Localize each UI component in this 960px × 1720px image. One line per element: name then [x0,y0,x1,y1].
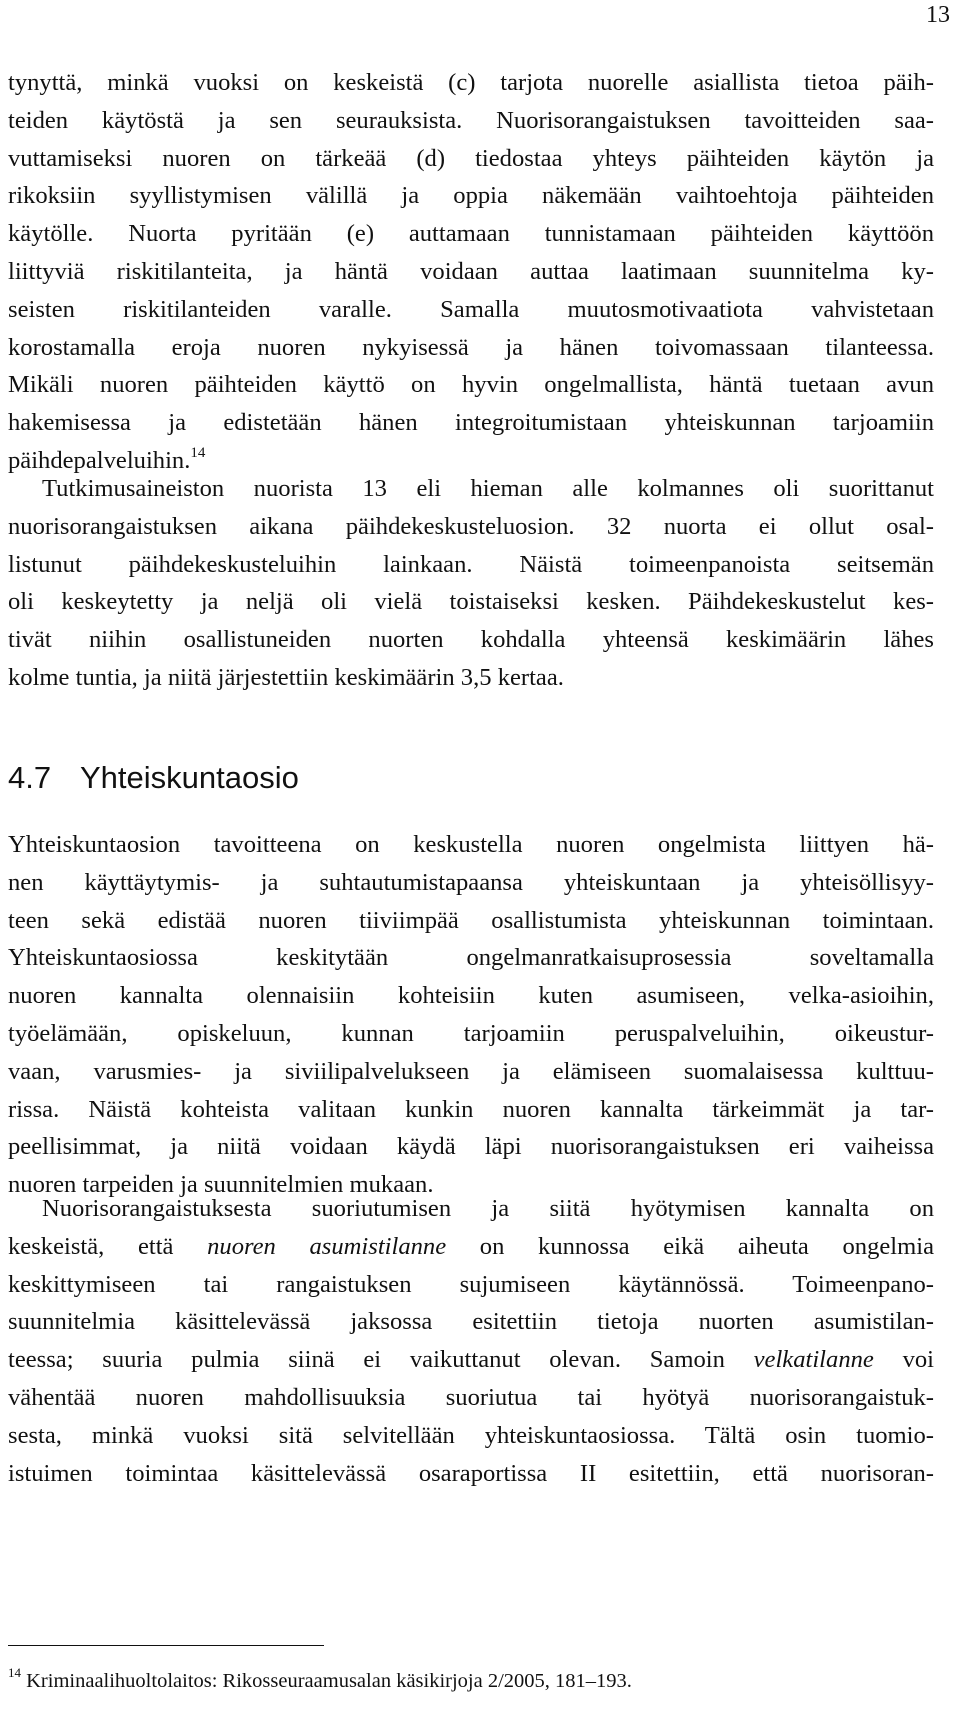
text-line: tivät niihin osallistuneiden nuorten kohdalla yhteensä keskimäärin lähes [8,626,934,654]
section-title: Yhteiskuntaosio [80,760,299,795]
text-line: seisten riskitilanteiden varalle. Samalla muutosmotivaatiota vahvistetaan [8,295,934,323]
text-line: Yhteiskuntaosiossa keskitytään ongelmanratkaisuprosessia soveltamalla [8,944,934,972]
emphasis-text: nuoren asumistilanne [207,1232,447,1260]
text-line: listunut päihdekeskusteluihin lainkaan. Näistä toimeenpanoista seitsemän [8,550,934,578]
text-line: tynyttä, minkä vuoksi on keskeistä (c) tarjota nuorelle asiallista tietoa päih- [8,69,934,96]
text-line: suunnitelmia käsittelevässä jaksossa esitettiin tietoja nuorten asumistilan- [8,1308,934,1336]
paragraph-substance-info [8,64,934,480]
text-line: vuttamiseksi nuoren on tärkeää (d) tiedostaa yhteys päihteiden käytön ja [8,144,934,172]
text-line: käytölle. Nuorta pyritään (e) auttamaan tunnistamaan päihteiden käyttöön [8,220,934,248]
text-line: kolme tuntia, ja niitä järjestettiin keskimäärin 3,5 kertaa. [8,663,564,691]
text-line: hakemisessa ja edistetään hänen integroitumistaan yhteiskunnan tarjoamiin [8,409,934,437]
emphasis-text: velkatilanne [753,1346,874,1374]
section-number: 4.7 [8,760,52,795]
footnote-number: 14 [8,1665,21,1680]
text-line: työelämään, opiskeluun, kunnan tarjoamiin peruspalveluihin, oikeustur- [8,1019,934,1047]
text-line: Nuorisorangaistuksesta suoriutumisen ja siitä hyötymisen kannalta on [42,1195,934,1222]
footnote-divider [8,1645,324,1646]
text-line: peellisimmat, ja niitä voidaan käydä läpi nuorisorangaistuksen eri vaiheissa [8,1133,934,1161]
text-line: nuoren tarpeiden ja suunnitelmien mukaan. [8,1171,434,1199]
page-number: 13 [926,2,950,28]
text-line: rikoksiin syyllistymisen välillä ja oppia näkemään vaihtoehtoja päihteiden [8,182,934,210]
text-line: korostamalla eroja nuoren nykyisessä ja hänen toivomassaan tilanteessa. [8,333,934,361]
text-line: teiden käytöstä ja sen seurauksista. Nuorisorangaistuksen tavoitteiden saa- [8,106,934,134]
text-line [8,1341,934,1379]
text-line: Yhteiskuntaosion tavoitteena on keskustella nuoren ongelmista liittyen hä- [8,831,934,858]
text-line: oli keskeytetty ja neljä oli vielä toistaiseksi kesken. Päihdekeskustelut kes- [8,588,934,616]
text-segment: päihdepalveluihin. [8,446,191,474]
text-segment: on kunnossa eikä aiheuta ongelmia [446,1232,934,1260]
text-line [8,1228,934,1266]
text-line: Mikäli nuoren päihteiden käyttö on hyvin ongelmallista, häntä tuetaan avun [8,371,934,399]
text-line: nuorisorangaistuksen aikana päihdekeskusteluosion. 32 nuorta ei ollut osal- [8,512,934,540]
text-line: istuimen toimintaa käsittelevässä osaraportissa II esitettiin, että nuorisoran- [8,1459,934,1487]
text-line: vähentää nuoren mahdollisuuksia suoriutua tai hyötyä nuorisorangaistuk- [8,1383,934,1411]
text-line: liittyviä riskitilanteita, ja häntä voidaan auttaa laatimaan suunnitelma ky- [8,257,934,285]
footnote-text: Kriminaalihuoltolaitos: Rikosseuraamusalan käsikirjoja 2/2005, 181–193. [26,1670,632,1692]
section-heading [8,760,299,796]
text-line: teen sekä edistää nuoren tiiviimpää osallistumista yhteiskunnan toimintaan. [8,906,934,934]
paragraph-community-section [8,826,934,1204]
paragraph-housing-debt [8,1190,934,1492]
text-line: keskittymiseen tai rangaistuksen sujumiseen käytännössä. Toimeenpano- [8,1270,934,1298]
text-line: sesta, minkä vuoksi sitä selvitellään yhteiskuntaosiossa. Tältä osin tuomio- [8,1421,934,1449]
text-line: Tutkimusaineiston nuorista 13 eli hieman alle kolmannes oli suorittanut [42,475,934,502]
text-segment: voi [873,1346,935,1374]
footnote-reference: 14 [190,444,206,461]
footnote [8,1665,632,1693]
text-segment: keskeistä, että [8,1232,208,1260]
text-line: vaan, varusmies- ja siviilipalvelukseen ja elämiseen suomalaisessa kulttuu- [8,1057,934,1085]
text-line: rissa. Näistä kohteista valitaan kunkin nuoren kannalta tärkeimmät ja tar- [8,1095,934,1123]
text-line: nuoren kannalta olennaisiin kohteisiin kuten asumiseen, velka-asioihin, [8,982,934,1010]
text-segment: teessa; suuria pulmia siinä ei vaikuttanut olevan. Samoin [8,1346,754,1374]
text-line: nen käyttäytymis- ja suhtautumistapaansa yhteiskuntaan ja yhteisöllisyy- [8,868,934,896]
paragraph-research-data [8,470,934,697]
